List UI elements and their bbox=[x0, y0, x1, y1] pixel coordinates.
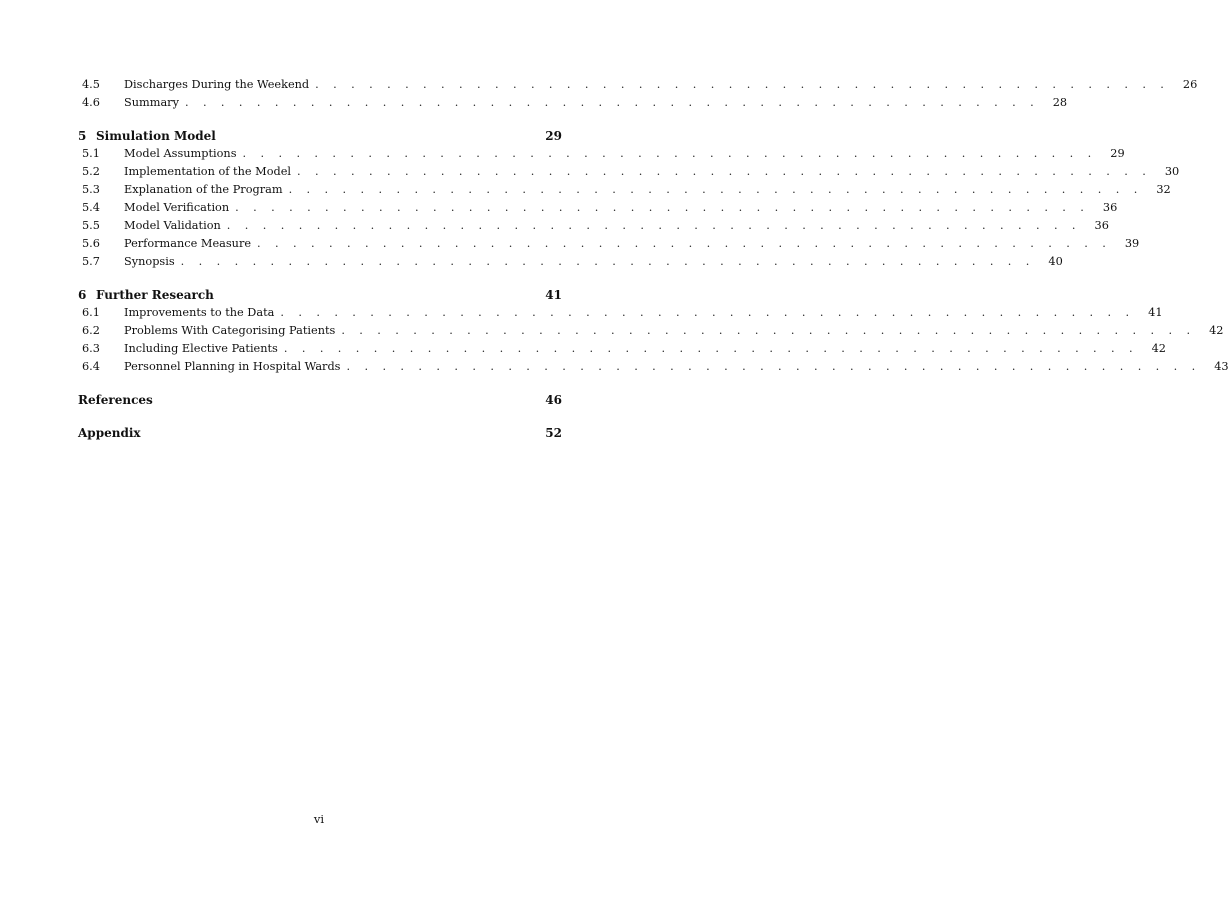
toc-entry[interactable] bbox=[78, 358, 1229, 376]
page-number: vi bbox=[313, 812, 325, 826]
toc-entry-page: 42 bbox=[1151, 342, 1166, 355]
toc-entry-title: Implementation of the Model bbox=[124, 165, 292, 178]
toc-entry-page: 43 bbox=[1214, 360, 1229, 373]
toc-entry-title: Including Elective Patients bbox=[124, 342, 278, 355]
toc-chapter-heading[interactable] bbox=[78, 286, 562, 304]
toc-entry[interactable] bbox=[78, 181, 1171, 199]
toc-entry-page: 39 bbox=[1124, 237, 1140, 250]
toc-entry-title: Synopsis bbox=[124, 255, 175, 268]
toc-entry-number: 5.1 bbox=[82, 147, 100, 160]
toc-leader-dots: . . . . . . . . . . . . . . . . . . . . . . . . . . . . . . . . . . . . . . . . . . . . . . . . bbox=[315, 78, 1170, 91]
toc-chapter-heading[interactable] bbox=[78, 127, 562, 145]
toc-entry-number: 5.7 bbox=[82, 255, 100, 268]
toc-entry-number: 6.2 bbox=[82, 324, 100, 337]
toc-entry-page: 36 bbox=[1102, 201, 1118, 214]
toc-chapter-number: 5 bbox=[78, 129, 87, 143]
toc-leader-dots: . . . . . . . . . . . . . . . . . . . . . . . . . . . . . . . . . . . . . . . . . . . . . . . . bbox=[226, 219, 1081, 232]
toc-leader-dots: . . . . . . . . . . . . . . . . . . . . . . . . . . . . . . . . . . . . . . . . . . . . . . . . bbox=[341, 324, 1196, 337]
toc-entry[interactable] bbox=[78, 163, 1180, 181]
toc-entry-page: 28 bbox=[1052, 96, 1068, 109]
toc-entry-page: 42 bbox=[1209, 324, 1224, 337]
toc-leader-dots: . . . . . . . . . . . . . . . . . . . . . . . . . . . . . . . . . . . . . . . . . . . . . . . . bbox=[283, 342, 1138, 355]
toc-entry-number: 5.6 bbox=[82, 237, 100, 250]
toc-references-title: References bbox=[78, 393, 153, 407]
toc-entry[interactable] bbox=[78, 304, 1163, 322]
toc-references-page: 46 bbox=[545, 393, 562, 407]
toc-chapter-page: 29 bbox=[545, 129, 562, 143]
toc-chapter-page: 41 bbox=[545, 288, 562, 302]
toc-entry-title: Discharges During the Weekend bbox=[124, 78, 310, 91]
table-of-contents bbox=[78, 76, 1229, 442]
toc-entry-page: 32 bbox=[1156, 183, 1171, 196]
toc-leader-dots: . . . . . . . . . . . . . . . . . . . . . . . . . . . . . . . . . . . . . . . . . . . . . . . . bbox=[184, 96, 1040, 109]
toc-entry[interactable] bbox=[78, 199, 1118, 217]
toc-entry-title: Explanation of the Program bbox=[124, 183, 283, 196]
toc-entry-title: Performance Measure bbox=[124, 237, 252, 250]
toc-entry-number: 6.3 bbox=[82, 342, 100, 355]
toc-entry-page: 29 bbox=[1110, 147, 1125, 160]
toc-entry[interactable] bbox=[78, 322, 1224, 340]
toc-appendix-page: 52 bbox=[545, 426, 562, 440]
toc-entry-page: 36 bbox=[1094, 219, 1109, 232]
toc-entry-title: Model Verification bbox=[124, 201, 230, 214]
toc-entry-page: 26 bbox=[1182, 78, 1198, 91]
toc-entry-number: 4.5 bbox=[82, 78, 100, 91]
toc-leader-dots: . . . . . . . . . . . . . . . . . . . . . . . . . . . . . . . . . . . . . . . . . . . . . . . . bbox=[280, 306, 1135, 319]
toc-entry-page: 41 bbox=[1148, 306, 1163, 319]
toc-leader-dots: . . . . . . . . . . . . . . . . . . . . . . . . . . . . . . . . . . . . . . . . . . . . . . . . bbox=[242, 147, 1097, 160]
toc-appendix-heading[interactable] bbox=[78, 424, 562, 442]
toc-entry-number: 5.3 bbox=[82, 183, 100, 196]
toc-leader-dots: . . . . . . . . . . . . . . . . . . . . . . . . . . . . . . . . . . . . . . . . . . . . . . . . bbox=[257, 237, 1112, 250]
toc-entry[interactable] bbox=[78, 217, 1109, 235]
toc-entry[interactable] bbox=[78, 76, 1198, 94]
toc-leader-dots: . . . . . . . . . . . . . . . . . . . . . . . . . . . . . . . . . . . . . . . . . . . . . . . . bbox=[180, 255, 1035, 268]
toc-leader-dots: . . . . . . . . . . . . . . . . . . . . . . . . . . . . . . . . . . . . . . . . . . . . . . . . bbox=[235, 201, 1090, 214]
toc-entry-page: 40 bbox=[1048, 255, 1063, 268]
toc-chapter-title: Simulation Model bbox=[96, 129, 216, 143]
toc-entry-number: 4.6 bbox=[82, 96, 100, 109]
toc-entry-title: Model Assumptions bbox=[124, 147, 237, 160]
toc-entry-page: 30 bbox=[1164, 165, 1180, 178]
toc-entry[interactable] bbox=[78, 145, 1125, 163]
toc-leader-dots: . . . . . . . . . . . . . . . . . . . . . . . . . . . . . . . . . . . . . . . . . . . . . . . . bbox=[346, 360, 1201, 373]
toc-chapter-number: 6 bbox=[78, 288, 87, 302]
toc-entry-title: Personnel Planning in Hospital Wards bbox=[124, 360, 341, 373]
toc-entry[interactable] bbox=[78, 94, 1068, 112]
toc-entry-number: 5.5 bbox=[82, 219, 100, 232]
toc-entry[interactable] bbox=[78, 340, 1166, 358]
toc-chapter-title: Further Research bbox=[96, 288, 214, 302]
toc-entry[interactable] bbox=[78, 253, 1063, 271]
toc-entry-number: 6.4 bbox=[82, 360, 100, 373]
toc-entry-title: Model Validation bbox=[124, 219, 221, 232]
toc-entry-title: Summary bbox=[124, 96, 179, 109]
toc-leader-dots: . . . . . . . . . . . . . . . . . . . . . . . . . . . . . . . . . . . . . . . . . . . . . . . . bbox=[288, 183, 1143, 196]
toc-entry-number: 5.2 bbox=[82, 165, 100, 178]
toc-entry-number: 5.4 bbox=[82, 201, 100, 214]
toc-entry[interactable] bbox=[78, 235, 1140, 253]
toc-entry-title: Improvements to the Data bbox=[124, 306, 275, 319]
toc-leader-dots: . . . . . . . . . . . . . . . . . . . . . . . . . . . . . . . . . . . . . . . . . . . . . . . . bbox=[297, 165, 1152, 178]
toc-references-heading[interactable] bbox=[78, 391, 562, 409]
toc-entry-number: 6.1 bbox=[82, 306, 100, 319]
toc-appendix-title: Appendix bbox=[78, 426, 141, 440]
toc-entry-title: Problems With Categorising Patients bbox=[124, 324, 336, 337]
